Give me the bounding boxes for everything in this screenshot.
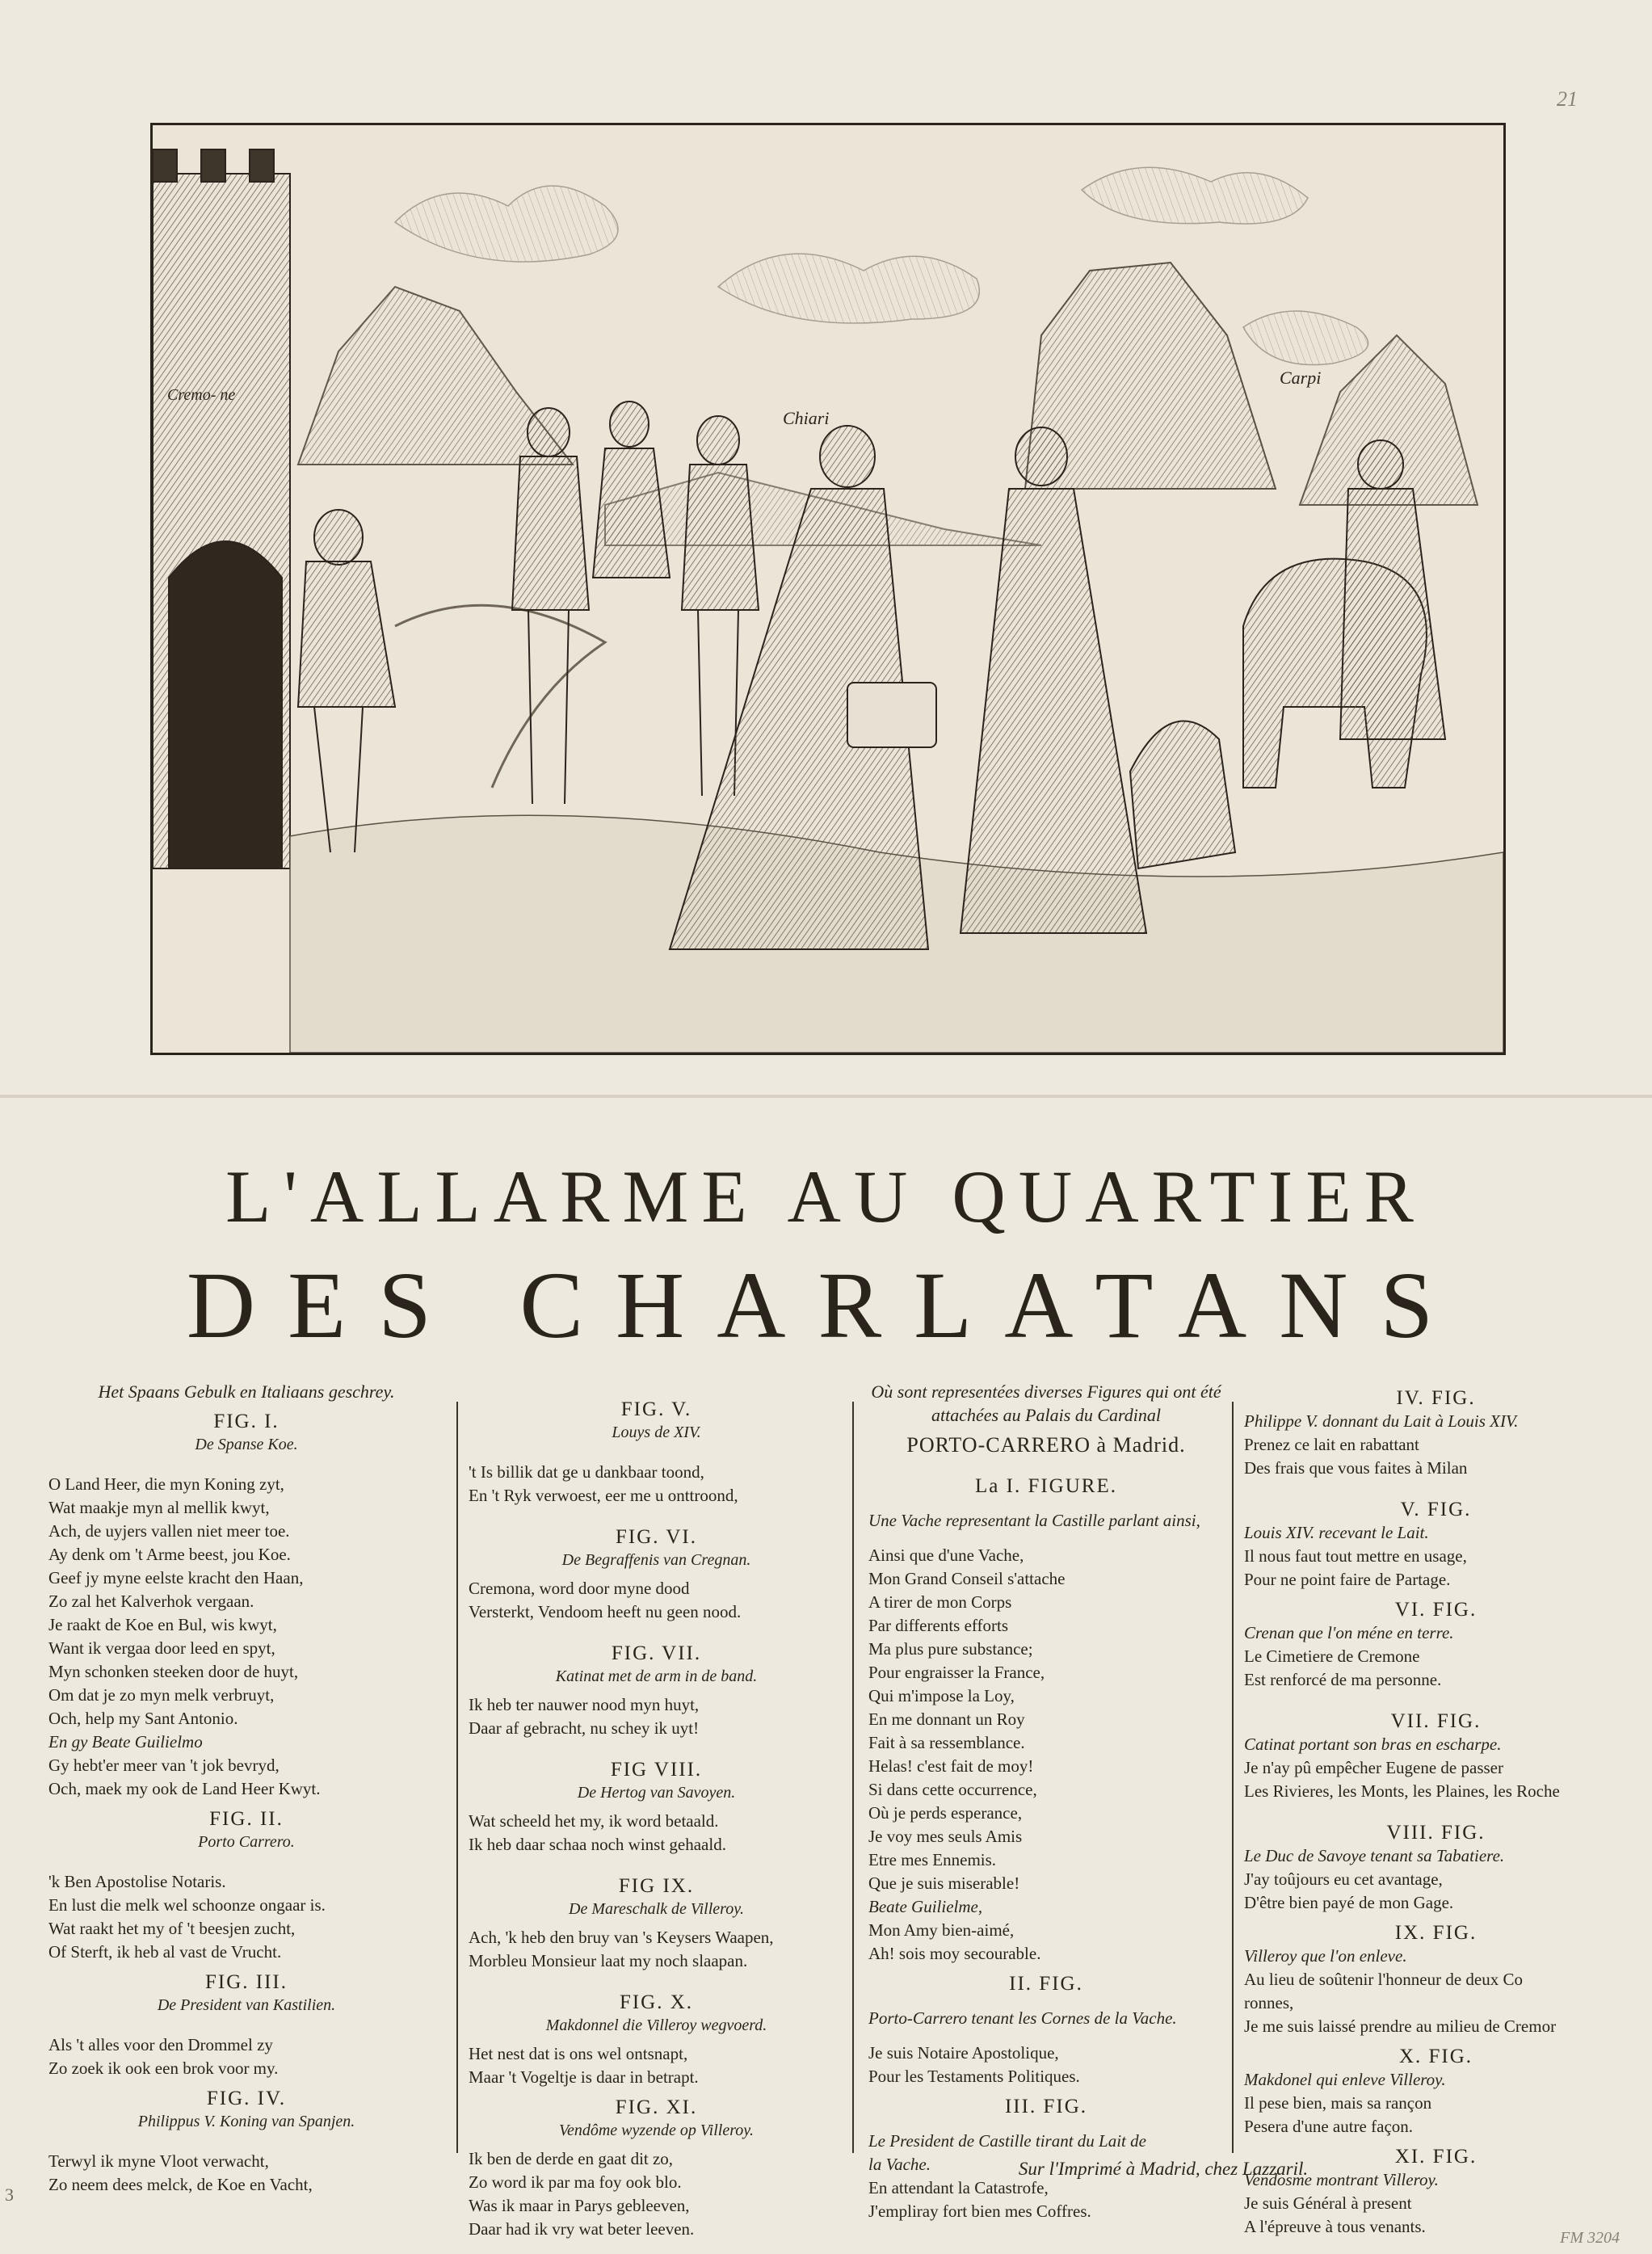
spacer — [48, 2022, 444, 2033]
figure-heading: FIG. V. — [620, 1398, 692, 1420]
figure-heading: X. FIG. — [1398, 2046, 1473, 2067]
spacer — [469, 1449, 844, 1461]
figure-heading: V. FIG. — [1400, 1499, 1472, 1520]
column-heading-name: PORTO-CARRERO à Madrid. — [906, 1433, 1186, 1457]
verse-line: la Vache. — [868, 2155, 931, 2174]
verse-line: Ah! sois moy secourable. — [868, 1944, 1041, 1963]
verse-line: En gy Beate Guilielmo — [48, 1732, 203, 1751]
verse-line: En attendant la Catastrofe, — [868, 2178, 1049, 2197]
spacer — [48, 1461, 444, 1473]
title-line-1: L'ALLARME AU QUARTIER — [225, 1155, 1427, 1238]
spacer — [469, 1740, 844, 1751]
verse-line: Louis XIV. recevant le Lait. — [1244, 1523, 1429, 1542]
verse-line: Pour les Testaments Politiques. — [868, 2067, 1080, 2086]
verse-line: Il pese bien, mais sa rançon — [1244, 2093, 1432, 2113]
verse-line: Als 't alles voor den Drommel zy — [48, 2035, 273, 2054]
figure-caption: Porto Carrero. — [198, 1833, 295, 1851]
label-carpi: Carpi — [1280, 368, 1322, 388]
fold-line — [0, 1095, 1652, 1098]
column-rule-2 — [852, 1402, 854, 2153]
page-number: 21 — [1557, 87, 1578, 111]
spacer — [469, 1857, 844, 1868]
figure-heading: VIII. FIG. — [1386, 1822, 1486, 1844]
figure-caption: Louys de XIV. — [612, 1423, 701, 1441]
spacer — [469, 1624, 844, 1635]
verse-line: Ik heb daar schaa noch winst gehaald. — [469, 1835, 726, 1854]
verse-line: Le Duc de Savoye tenant sa Tabatiere. — [1244, 1846, 1505, 1865]
verse-line: Mon Grand Conseil s'attache — [868, 1569, 1066, 1588]
verse-line: Fait à sa ressemblance. — [868, 1733, 1025, 1752]
verse-line: Het nest dat is ons wel ontsnapt, — [469, 2044, 688, 2063]
spacer — [48, 1859, 444, 1870]
verse-line: Catinat portant son bras en escharpe. — [1244, 1735, 1502, 1754]
spacer — [469, 1508, 844, 1519]
figure-caption: De Begraffenis van Cregnan. — [561, 1551, 751, 1569]
verse-line: Je me suis laissé prendre au milieu de Cremor — [1244, 2016, 1557, 2036]
spacer — [1244, 1803, 1628, 1815]
verse-line: Daar had ik vry wat beter leeven. — [469, 2219, 695, 2239]
verse-line: Une Vache representant la Castille parlant ainsi, — [868, 1511, 1200, 1530]
verse-line: 't Is billik dat ge u dankbaar toond, — [469, 1462, 704, 1482]
verse-line: Makdonel qui enleve Villeroy. — [1244, 2070, 1446, 2089]
figure-caption: De Hertog van Savoyen. — [577, 1784, 736, 1802]
verse-line: Zo zal het Kalverhok vergaan. — [48, 1592, 254, 1611]
verse-line: A tirer de mon Corps — [868, 1592, 1012, 1612]
verse-line: Geef jy myne eelste kracht den Haan, — [48, 1568, 304, 1587]
verse-line: A l'épreuve à tous venants. — [1244, 2217, 1426, 2236]
verse-line: Vendosme montrant Villeroy. — [1244, 2170, 1439, 2189]
verse-line: O Land Heer, die myn Koning zyt, — [48, 1474, 284, 1494]
verse-line: Pesera d'une autre façon. — [1244, 2117, 1414, 2136]
verse-line: Ik heb ter nauwer nood myn huyt, — [469, 1695, 700, 1714]
figure-heading: XI. FIG. — [1394, 2146, 1478, 2168]
figure-heading: FIG. III. — [204, 1971, 288, 1993]
verse-line: 'k Ben Apostolise Notaris. — [48, 1872, 226, 1891]
verse-line: Ainsi que d'une Vache, — [868, 1545, 1024, 1565]
verse-line: Etre mes Ennemis. — [868, 1850, 997, 1869]
imprint-line: Sur l'Imprimé à Madrid, chez Lazzaril. — [1018, 2159, 1309, 2179]
verse-line: Gy hebt'er meer van 't jok bevryd, — [48, 1756, 280, 1775]
verse-line: Morbleu Monsieur laat my noch slaapan. — [469, 1951, 748, 1970]
verse-column-1 — [48, 1380, 444, 2197]
verse-line: Myn schonken steeken door de huyt, — [48, 1662, 299, 1681]
figure-heading: FIG. VI. — [616, 1526, 697, 1548]
verse-line: Terwyl ik myne Vloot verwacht, — [48, 2151, 269, 2171]
verse-line: Wat maakje myn al mellik kwyt, — [48, 1498, 270, 1517]
column-rule-1 — [456, 1402, 458, 2153]
verse-line: Que je suis miserable! — [868, 1873, 1020, 1893]
engraving-scene — [153, 125, 1503, 1053]
figure-caption: Vendôme wyzende op Villeroy. — [558, 2122, 755, 2139]
verse-line: Prenez ce lait en rabattant — [1244, 1435, 1419, 1454]
column-heading: Où sont representées diverses Figures qui ont été attachées au Palais du Cardinal — [871, 1381, 1221, 1425]
column-rule-3 — [1232, 1402, 1234, 2153]
spacer — [1244, 1692, 1628, 1703]
figure-caption: Philippus V. Koning van Spanjen. — [137, 2113, 355, 2130]
verse-line: Zo neem dees melck, de Koe en Vacht, — [48, 2175, 313, 2194]
spacer — [1244, 1480, 1628, 1491]
verse-line: Philippe V. donnant du Lait à Louis XIV. — [1244, 1411, 1519, 1431]
figure-caption: De President van Kastilien. — [157, 1996, 336, 2014]
label-chiari: Chiari — [783, 408, 830, 428]
figure-caption: De Spanse Koe. — [195, 1436, 298, 1453]
verse-line: Want ik vergaa door leed en spyt, — [48, 1638, 275, 1658]
verse-column-4 — [1244, 1380, 1628, 2239]
verse-line: Les Rivieres, les Monts, les Plaines, les Roche — [1244, 1781, 1560, 1801]
verse-line: En me donnant un Roy — [868, 1709, 1025, 1729]
verse-line: Crenan que l'on méne en terre. — [1244, 1623, 1454, 1642]
verse-line: En 't Ryk verwoest, eer me u onttroond, — [469, 1486, 738, 1505]
figure-heading: IX. FIG. — [1394, 1922, 1478, 1944]
figure-heading: III. FIG. — [1004, 2096, 1087, 2117]
spacer — [868, 2118, 1224, 2130]
column-heading: Het Spaans Gebulk en Italiaans geschrey. — [98, 1381, 395, 1402]
verse-line: En lust die melk wel schoonze ongaar is. — [48, 1895, 326, 1915]
engraving-illustration — [150, 123, 1506, 1055]
verse-line: Où je perds esperance, — [868, 1803, 1023, 1823]
verse-line: Ik ben de derde en gaat dit zo, — [469, 2149, 674, 2168]
verse-line: Par differents efforts — [868, 1616, 1009, 1635]
verse-line: Of Sterft, ik heb al vast de Vrucht. — [48, 1942, 282, 1962]
verse-line: J'empliray fort bien mes Coffres. — [868, 2201, 1091, 2221]
verse-line: Porto-Carrero tenant les Cornes de la Vache. — [868, 2008, 1177, 2028]
figure-caption: Katinat met de arm in de band. — [555, 1667, 758, 1685]
tower — [153, 149, 290, 868]
figure-heading: FIG IX. — [618, 1875, 695, 1897]
verse-line: Wat scheeld het my, ik word betaald. — [469, 1811, 719, 1831]
verse-column-2 — [469, 1380, 844, 2241]
spacer — [868, 1498, 1224, 1509]
spacer — [868, 1995, 1224, 2007]
figure-heading: VI. FIG. — [1394, 1599, 1478, 1621]
verse-line: Je suis Général à present — [1244, 2193, 1412, 2213]
verse-line: Je voy mes seuls Amis — [868, 1827, 1023, 1846]
verse-line: Wat raakt het my of 't beesjen zucht, — [48, 1919, 296, 1938]
figure-heading: FIG. VII. — [611, 1642, 702, 1664]
verse-line: Och, maek my ook de Land Heer Kwyt. — [48, 1779, 321, 1798]
verse-line: Cremona, word door myne dood — [469, 1579, 690, 1598]
verse-line: Och, help my Sant Antonio. — [48, 1709, 238, 1728]
verse-line: Je n'ay pû empêcher Eugene de passer — [1244, 1758, 1503, 1777]
verse-line: Villeroy que l'on enleve. — [1244, 1946, 1407, 1966]
verse-line: Daar af gebracht, nu schey ik uyt! — [469, 1718, 700, 1738]
verse-line: Au lieu de soûtenir l'honneur de deux Co — [1244, 1970, 1523, 1989]
figure-heading: IV. FIG. — [1396, 1387, 1476, 1409]
spacer — [469, 1973, 844, 1984]
verse-line: Si dans cette occurrence, — [868, 1780, 1037, 1799]
verse-line: Le Cimetiere de Cremone — [1244, 1646, 1420, 1666]
figure-heading: FIG. I. — [213, 1411, 280, 1432]
verse-line: Des frais que vous faites à Milan — [1244, 1458, 1468, 1478]
figure-caption: Makdonnel die Villeroy wegvoerd. — [545, 2016, 767, 2034]
figure-heading: FIG VIII. — [610, 1759, 703, 1781]
verse-line: Was ik maar in Parys gebleeven, — [469, 2196, 690, 2215]
verse-column-3 — [868, 1380, 1224, 2223]
spacer — [868, 1457, 1224, 1468]
verse-line: Je suis Notaire Apostolique, — [868, 2043, 1059, 2063]
figure-heading: FIG. X. — [619, 1991, 694, 2013]
verse-line: J'ay toûjours eu cet avantage, — [1244, 1869, 1443, 1889]
title-line-2: DES CHARLATANS — [186, 1252, 1466, 1358]
verse-line: Il nous faut tout mettre en usage, — [1244, 1546, 1467, 1566]
verse-line: ronnes, — [1244, 1993, 1294, 2012]
edge-mark-right: FM 3204 — [1560, 2229, 1620, 2247]
verse-line: D'être bien payé de mon Gage. — [1244, 1893, 1454, 1912]
verse-line: Mon Amy bien-aimé, — [868, 1920, 1015, 1940]
verse-line: Beate Guilielme, — [868, 1897, 983, 1916]
verse-line: Zo word ik par ma foy ook blo. — [469, 2172, 682, 2192]
verse-line: Le President de Castille tirant du Lait de — [868, 2131, 1146, 2151]
figure-heading: FIG. IV. — [206, 2088, 287, 2109]
figure-caption: De Mareschalk de Villeroy. — [569, 1900, 744, 1918]
figure-heading: La I. FIGURE. — [975, 1475, 1117, 1497]
spacer — [469, 1380, 844, 1391]
spacer — [868, 1533, 1224, 1544]
label-cremone: Cremo- ne — [167, 386, 236, 404]
verse-line: Om dat je zo myn melk verbruyt, — [48, 1685, 275, 1705]
spacer — [48, 2138, 444, 2150]
verse-line: Pour engraisser la France, — [868, 1663, 1045, 1682]
figure-heading: FIG. XI. — [615, 2096, 698, 2118]
verse-line: Ach, 'k heb den bruy van 's Keysers Waapen, — [469, 1928, 774, 1947]
verse-line: Pour ne point faire de Partage. — [1244, 1570, 1451, 1589]
verse-line: Zo zoek ik ook een brok voor my. — [48, 2058, 279, 2078]
edge-mark-left: 3 — [5, 2185, 14, 2205]
figure-heading: VII. FIG. — [1390, 1710, 1482, 1732]
verse-line: Maar 't Vogeltje is daar in betrapt. — [469, 2067, 699, 2087]
verse-line: Ma plus pure substance; — [868, 1639, 1033, 1659]
verse-line: Est renforcé de ma personne. — [1244, 1670, 1442, 1689]
verse-line: Ach, de uyjers vallen niet meer toe. — [48, 1521, 290, 1541]
verse-line: Ay denk om 't Arme beest, jou Koe. — [48, 1545, 291, 1564]
verse-line: Je raakt de Koe en Bul, wis kwyt, — [48, 1615, 277, 1634]
spacer — [868, 2030, 1224, 2042]
verse-line: Qui m'impose la Loy, — [868, 1686, 1015, 1705]
figure-heading: II. FIG. — [1009, 1973, 1083, 1995]
figure-heading: FIG. II. — [209, 1808, 284, 1830]
verse-line: Helas! c'est fait de moy! — [868, 1756, 1034, 1776]
verse-line: Versterkt, Vendoom heeft nu geen nood. — [469, 1602, 742, 1621]
